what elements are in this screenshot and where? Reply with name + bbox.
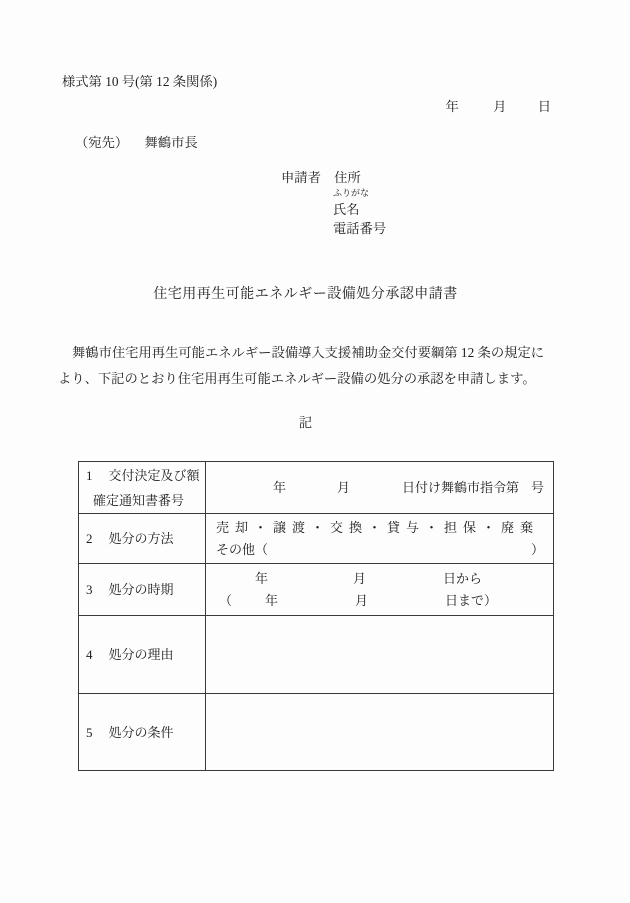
date-year-label: 年 [445,99,459,114]
form-table [78,461,554,771]
row-label: 処分の条件 [108,724,174,740]
table-row-disposal-period [79,564,554,616]
row-number: 5 [86,724,93,740]
notice-number-label-cell [79,462,206,514]
row-label: 処分の方法 [108,531,174,546]
body-paragraph-line2: より、下記のとおり住宅用再生可能エネルギー設備の処分の承認を申請します。 [58,371,536,386]
notice-number-label [79,462,205,513]
ki-heading: 記 [298,415,313,430]
disposal-method-other-line [206,539,553,561]
disposal-method-value-cell [206,514,554,564]
row-label-line1: 交付決定及び額 [108,467,200,483]
form-number: 様式第 10 号(第 12 条関係) [62,74,218,89]
date-month-label: 月 [493,99,507,114]
disposal-reason-label-cell [79,616,206,694]
row-label-line2: 確定通知書番号 [93,492,185,508]
row-number: 1 [86,467,93,483]
row-number: 3 [86,582,93,597]
disposal-reason-label [79,616,205,693]
period-from-line [206,568,553,590]
directive-text: 日付け舞鶴市指令第 [402,479,520,495]
table-row-notice-number [79,462,554,514]
addressee-label: （宛先） [75,135,129,150]
date-day-label: 日 [537,99,551,114]
disposal-method-label-cell [79,514,206,564]
phone-label: 電話番号 [333,221,387,236]
day-from-label: 日から [443,570,483,586]
document-title: 住宅用再生可能エネルギー設備処分承認申請書 [153,287,458,302]
name-label: 氏名 [333,202,360,217]
row-label: 処分の理由 [108,647,174,662]
disposal-period-label-cell [79,564,206,616]
disposal-method-label [79,514,205,563]
disposal-conditions-label [79,694,205,770]
open-paren: （ [219,592,233,608]
row-number: 2 [86,531,93,546]
disposal-method-options: 売却・譲渡・交換・貸与・担保・廃棄 [216,519,540,535]
other-close-label: ） [530,541,544,557]
other-open-label: その他（ [216,541,269,557]
disposal-period-value-cell [206,564,554,616]
row-label: 処分の時期 [108,582,174,597]
date-line [58,97,553,116]
period-until-line [206,590,553,612]
disposal-period-label [79,564,205,615]
body-paragraph [58,340,553,392]
year-label: 年 [273,479,287,495]
month-label: 月 [337,479,351,495]
disposal-conditions-label-cell [79,694,206,771]
disposal-reason-value-cell [206,616,554,694]
notice-number-value-line [206,477,553,499]
disposal-conditions-value-cell [206,694,554,771]
furigana-label: ふりがな [333,188,370,198]
table-row-disposal-method [79,514,554,564]
number-suffix-label: 号 [531,479,545,495]
year-label: 年 [265,592,279,608]
month-label: 月 [355,592,369,608]
applicant-block [281,168,553,238]
table-row-disposal-reason [79,616,554,694]
notice-number-value-cell [206,462,554,514]
addressee-name: 舞鶴市長 [144,135,198,150]
applicant-address-line: 申請者 住所 [281,170,361,185]
year-label: 年 [255,570,269,586]
month-label: 月 [353,570,367,586]
addressee-line [75,133,553,152]
body-paragraph-line1: 舞鶴市住宅用再生可能エネルギー設備導入支援補助金交付要綱第 12 条の規定に [72,345,545,360]
row-number: 4 [86,647,93,662]
applicant-sub-block [281,187,553,238]
table-row-disposal-conditions [79,694,554,771]
day-until-label: 日まで） [445,592,498,608]
